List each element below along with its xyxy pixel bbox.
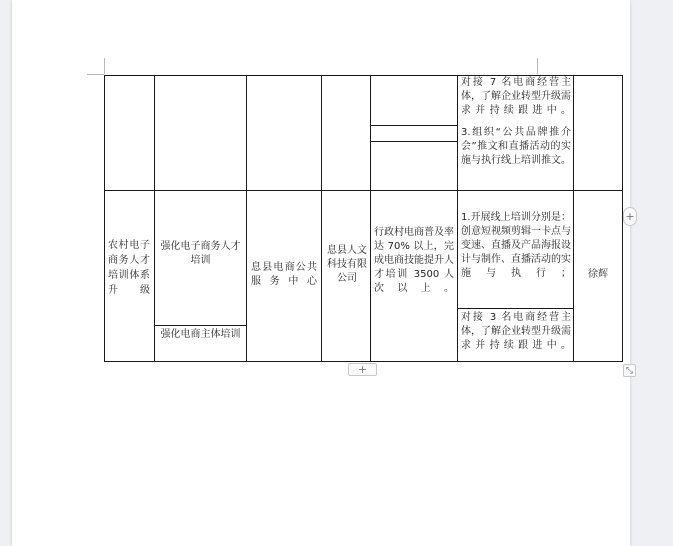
table-cell-progress-contact: 对接 3 名电商经营主体，了解企业转型升级需求并持续跟进中。: [461, 312, 571, 351]
table-cell-unit: 息县电商公共服务中心: [251, 262, 317, 287]
table-cell-project: 农村电子商务人才培训体系升级: [108, 240, 150, 296]
table-cell-subproject-talent: 强化电子商务人才培训: [160, 241, 241, 266]
add-row-button[interactable]: +: [348, 363, 377, 376]
table-border: [573, 75, 574, 362]
table-border: [104, 75, 105, 362]
table-border: [457, 308, 574, 309]
table-border: [246, 75, 247, 362]
table-resize-handle-icon[interactable]: ⤡: [623, 364, 636, 377]
add-column-button[interactable]: +: [623, 207, 637, 226]
crop-mark: [87, 74, 104, 75]
table-border: [370, 75, 371, 362]
table-cell-subproject-entity: 强化电商主体培训: [160, 329, 241, 340]
table-border: [154, 75, 155, 362]
crop-mark: [537, 58, 538, 74]
table-border: [104, 190, 623, 191]
table-cell-promotion: 3.组织“公共品牌推介会”推文和直播活动的实施与执行线上培训推文。: [461, 127, 571, 166]
table-border: [321, 75, 322, 362]
table-cell-goal: 行政村电商普及率达 70% 以上，完成电商技能提升人才培训 3500 人次以上。: [374, 227, 454, 294]
table-border: [154, 325, 247, 326]
table-border: [104, 361, 623, 362]
table-border: [370, 141, 458, 142]
table-cell-company: 息县人文科技有限公司: [327, 245, 367, 284]
table-border: [370, 125, 458, 126]
table-cell-person: 徐辉: [588, 269, 608, 280]
document-page: [12, 0, 635, 546]
table-cell-contact-top: 对接 7 名电商经营主体，了解企业转型升级需求并持续跟进中。: [461, 77, 571, 116]
table-border: [457, 75, 458, 362]
table-cell-progress-training: 1.开展线上培训分别是：创意短视频剪辑一卡点与变速、直播及产品海报设计与制作、直播活动的实施与执行；: [461, 212, 571, 279]
crop-mark: [104, 58, 105, 74]
